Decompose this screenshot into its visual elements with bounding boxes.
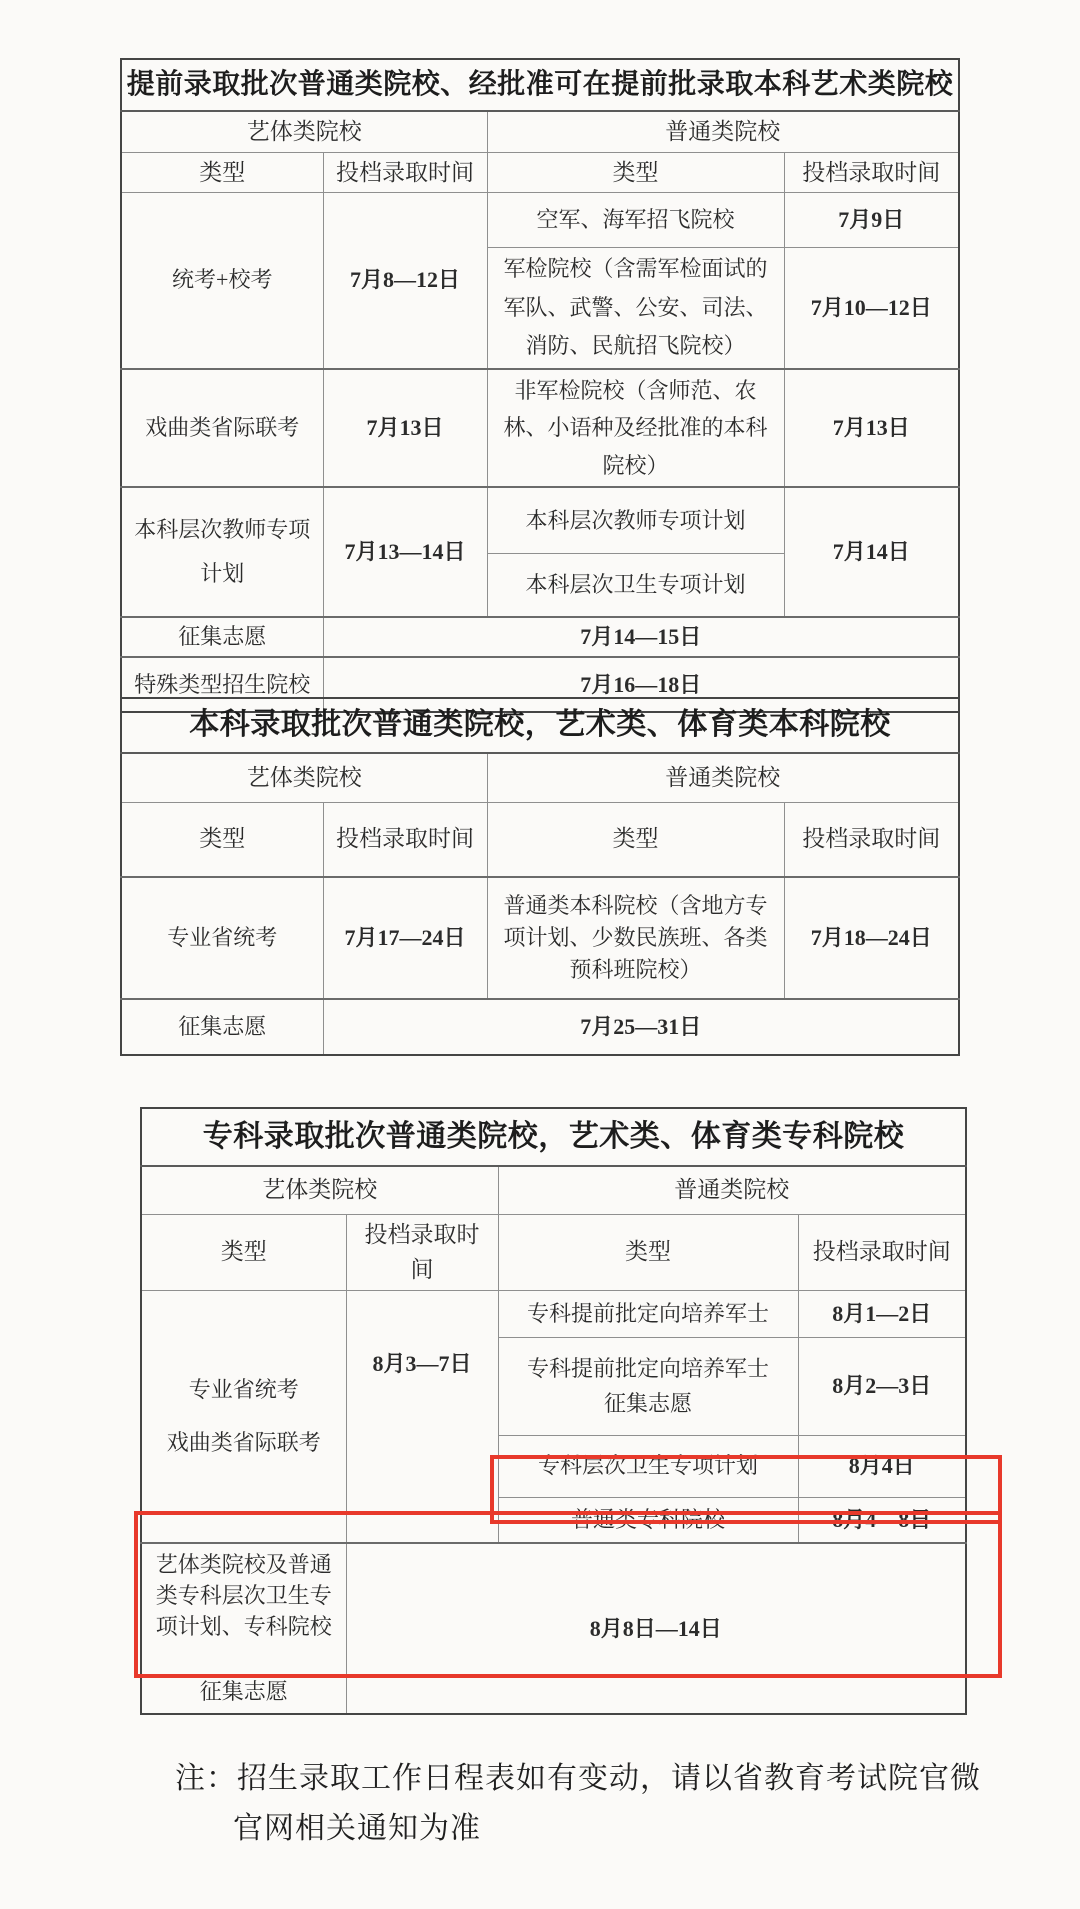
cell-health-plan-right: 本科层次卫生专项计划 <box>487 554 784 617</box>
group-header-general: 普通类院校 <box>498 1166 966 1214</box>
col-header-type: 类型 <box>121 802 323 877</box>
group-header-art: 艺体类院校 <box>121 111 487 152</box>
col-header-time: 投档录取时间 <box>323 802 487 877</box>
table-row <box>121 193 959 248</box>
cell-non-military-time: 7月13日 <box>784 369 959 487</box>
table-row <box>141 1214 966 1290</box>
group-header-art: 艺体类院校 <box>121 753 487 802</box>
note-line2: 官网相关通知为准 <box>233 1812 481 1845</box>
cell-sergeant-collect-time: 8月2—3日 <box>798 1337 966 1435</box>
cell-general-vocational-time: 8月4—8日 <box>798 1497 966 1543</box>
cell-teacher-plan-right-time: 7月14日 <box>784 487 959 617</box>
bachelor-admission-table <box>120 697 960 1056</box>
col-header-type: 类型 <box>498 1214 798 1290</box>
cell-final-collect-label: 艺体类院校及普通类专科层次卫生专项计划、专科院校 <box>155 1552 332 1639</box>
cell-health-plan: 专科层次卫生专项计划 <box>498 1435 798 1497</box>
cell-provincial-exam-time: 7月17—24日 <box>323 877 487 999</box>
table-row <box>121 999 959 1055</box>
table-row <box>121 487 959 554</box>
table-row <box>121 877 959 999</box>
cell-special-time: 7月16—18日 <box>323 657 959 712</box>
group-header-general: 普通类院校 <box>487 111 959 152</box>
cell-general-bachelor: 普通类本科院校（含地方专项计划、少数民族班、各类预科班院校） <box>487 877 784 999</box>
table-row <box>121 802 959 877</box>
cell-opera-joint-time: 7月13日 <box>323 369 487 487</box>
cell-final-collect-label2: 征集志愿 <box>199 1678 288 1704</box>
cell-special: 特殊类型招生院校 <box>121 657 323 712</box>
table-row <box>121 111 959 152</box>
table-row <box>141 1108 966 1166</box>
note-line1: 注：招生录取工作日程表如有变动，请以省教育考试院官微 <box>175 1762 981 1795</box>
cell-general-vocational: 普通类专科院校 <box>498 1497 798 1543</box>
bachelor-admission-title: 本科录取批次普通类院校，艺术类、体育类本科院校 <box>121 698 959 753</box>
vocational-admission-table <box>140 1107 967 1715</box>
cell-general-bachelor-time: 7月18—24日 <box>784 877 959 999</box>
cell-final-collect-time: 8月8日—14日 <box>346 1543 966 1714</box>
cell-provincial-exam: 专业省统考 <box>121 877 323 999</box>
cell-unified-exam-time: 7月8—12日 <box>323 193 487 369</box>
vocational-admission-title: 专科录取批次普通类院校，艺术类、体育类专科院校 <box>141 1108 966 1166</box>
cell-collect-time: 7月25—31日 <box>323 999 959 1055</box>
col-header-time: 投档录取时间 <box>798 1214 966 1290</box>
cell-teacher-plan-right: 本科层次教师专项计划 <box>487 487 784 554</box>
cell-teacher-plan-time: 7月13—14日 <box>323 487 487 617</box>
col-header-time: 投档录取时间 <box>323 152 487 193</box>
col-header-time: 投档录取时间 <box>784 152 959 193</box>
table-row <box>141 1166 966 1214</box>
table-row <box>141 1543 966 1714</box>
early-admission-table <box>120 58 960 713</box>
table-row <box>121 369 959 487</box>
cell-unified-exam: 统考+校考 <box>121 193 323 369</box>
table-row <box>141 1290 966 1337</box>
col-header-time: 投档录取时间 <box>346 1214 498 1290</box>
col-header-type: 类型 <box>141 1214 346 1290</box>
early-admission-title: 提前录取批次普通类院校、经批准可在提前批录取本科艺术类院校 <box>121 59 959 111</box>
table-row <box>121 59 959 111</box>
cell-military-check: 军检院校（含需军检面试的军队、武警、公安、司法、消防、民航招飞院校） <box>487 248 784 369</box>
cell-collect: 征集志愿 <box>121 617 323 657</box>
cell-sergeant-collect-line2: 征集志愿 <box>603 1391 692 1417</box>
cell-teacher-plan: 本科层次教师专项计划 <box>121 487 323 617</box>
cell-collect-time: 7月14—15日 <box>323 617 959 657</box>
group-header-general: 普通类院校 <box>487 753 959 802</box>
col-header-type: 类型 <box>121 152 323 193</box>
cell-left-merged <box>141 1290 346 1543</box>
table-row <box>121 698 959 753</box>
table-row <box>121 617 959 657</box>
table-row <box>121 753 959 802</box>
cell-left-merged-line2: 戏曲类省际联考 <box>166 1429 321 1455</box>
cell-final-collect <box>141 1543 346 1714</box>
group-header-art: 艺体类院校 <box>141 1166 498 1214</box>
cell-non-military: 非军检院校（含师范、农林、小语种及经批准的本科院校） <box>487 369 784 487</box>
table-row <box>121 152 959 193</box>
cell-health-plan-time: 8月4日 <box>798 1435 966 1497</box>
col-header-type: 类型 <box>487 802 784 877</box>
cell-sergeant-collect <box>498 1337 798 1435</box>
cell-military-check-time: 7月10—12日 <box>784 248 959 369</box>
cell-left-merged-line1: 专业省统考 <box>188 1377 299 1403</box>
cell-airforce-navy: 空军、海军招飞院校 <box>487 193 784 248</box>
cell-sergeant-time: 8月1—2日 <box>798 1290 966 1337</box>
col-header-type: 类型 <box>487 152 784 193</box>
cell-sergeant: 专科提前批定向培养军士 <box>498 1290 798 1337</box>
col-header-time: 投档录取时间 <box>784 802 959 877</box>
cell-airforce-navy-time: 7月9日 <box>784 193 959 248</box>
cell-sergeant-collect-line1: 专科提前批定向培养军士 <box>526 1356 769 1382</box>
cell-collect: 征集志愿 <box>121 999 323 1055</box>
cell-left-merged-time: 8月3—7日 <box>346 1290 498 1543</box>
cell-opera-joint: 戏曲类省际联考 <box>121 369 323 487</box>
